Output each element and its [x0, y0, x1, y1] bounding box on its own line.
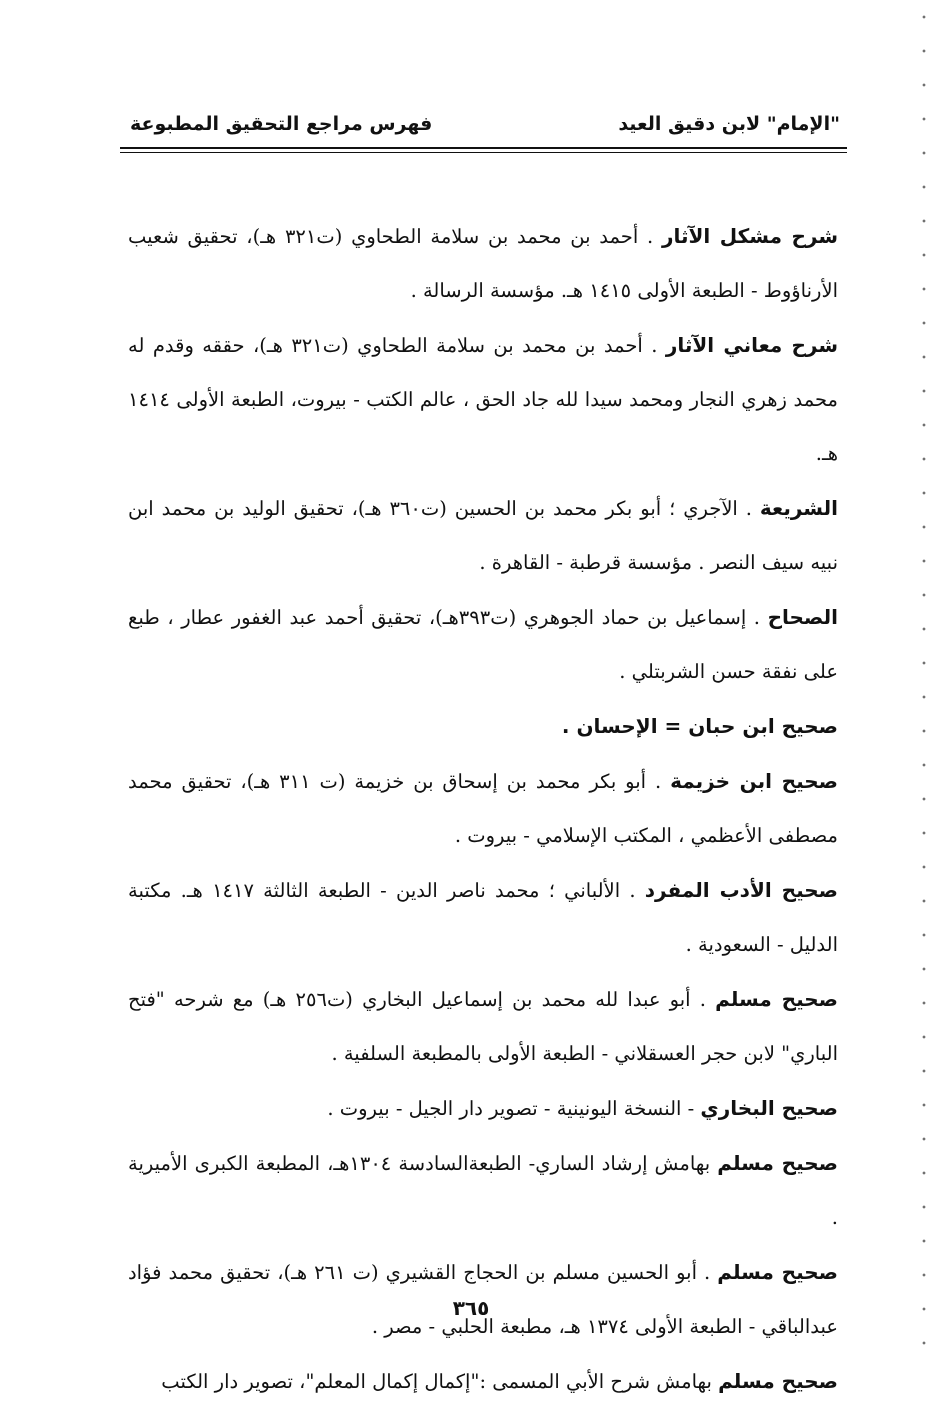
entry-title: شرح مشكل الآثار — [661, 224, 839, 248]
entry-text: بهامش إرشاد الساري- الطبعةالسادسة ١٣٠٤هـ، المطبعة الكبرى الأميرية . — [128, 1152, 838, 1229]
bibliography-body — [128, 209, 838, 1409]
bibliography-entry — [128, 590, 838, 699]
bibliography-entry — [128, 1136, 838, 1245]
entry-title: صحيح مسلم — [717, 1260, 838, 1284]
header-rule-thick — [120, 147, 847, 149]
header-book-title: "الإمام" لابن دقيق العيد — [618, 113, 840, 135]
entry-text: . الألباني ؛ محمد ناصر الدين - الطبعة الثالثة ١٤١٧ هـ. مكتبة الدليل - السعودية . — [128, 879, 838, 956]
entry-text: . أبو الحسين مسلم بن الحجاج القشيري (ت ٢٦١ هـ)، تحقيق محمد فؤاد عبدالباقي - الطبعة الأولى ١٣٧٤ هـ، مطبعة الحلبي - مصر . — [128, 1261, 838, 1338]
page-number: ٣٦٥ — [452, 1296, 490, 1320]
header-rule-thin — [120, 152, 847, 153]
entry-title: صحيح مسلم — [717, 1151, 838, 1175]
bibliography-entry — [128, 1354, 838, 1409]
binding-dots — [921, 0, 927, 1372]
entry-title: صحيح البخاري — [700, 1096, 838, 1120]
entry-text: . أحمد بن محمد بن سلامة الطحاوي (ت٣٢١ هـ)، تحقيق شعيب الأرناؤوط - الطبعة الأولى ١٤١٥ هـ. مؤسسة الرسالة . — [128, 225, 838, 302]
entry-title: شرح معاني الآثار — [665, 333, 838, 357]
bibliography-entry — [128, 754, 838, 863]
entry-text: - النسخة اليونينية - تصوير دار الجيل - بيروت . — [327, 1097, 701, 1120]
entry-text: . أبو بكر محمد بن إسحاق بن خزيمة (ت ٣١١ هـ)، تحقيق محمد مصطفى الأعظمي ، المكتب الإسلامي - بيروت . — [128, 770, 838, 847]
entry-title: صحيح مسلم — [715, 987, 838, 1011]
bibliography-entry — [128, 863, 838, 972]
bibliography-entry — [128, 972, 838, 1081]
entry-title: صحيح ابن خزيمة — [670, 769, 839, 793]
bibliography-entry — [128, 209, 838, 318]
bibliography-entry — [128, 699, 838, 754]
bibliography-entry — [128, 318, 838, 481]
entry-title: الصحاح — [767, 605, 838, 629]
bibliography-entry — [128, 481, 838, 590]
entry-text: . أحمد بن محمد بن سلامة الطحاوي (ت٣٢١ هـ)، حققه وقدم له محمد زهري النجار ومحمد سيدا لله جاد الحق ، عالم الكتب - بيروت، الطبعة الأولى ١٤١٤ هـ. — [128, 334, 838, 465]
running-header — [130, 104, 840, 144]
entry-text: . أبو عبدا لله محمد بن إسماعيل البخاري (ت٢٥٦ هـ) مع شرحه "فتح الباري" لابن حجر العسقلاني - الطبعة الأولى بالمطبعة السلفية . — [128, 988, 838, 1065]
entry-title: صحيح الأدب المفرد — [644, 878, 838, 902]
entry-text: بهامش شرح الأبي المسمى :"إكمال إكمال المعلم"، تصوير دار الكتب — [161, 1370, 719, 1393]
entry-title: صحيح مسلم — [718, 1369, 838, 1393]
entry-title: الشريعة — [759, 496, 838, 520]
header-section-title: فهرس مراجع التحقيق المطبوعة — [130, 113, 433, 135]
entry-text: . الآجري ؛ أبو بكر محمد بن الحسين (ت٣٦٠ هـ)، تحقيق الوليد بن محمد ابن نبيه سيف النصر . مؤسسة قرطبة - القاهرة . — [128, 497, 838, 574]
entry-title: صحيح ابن حبان = الإحسان . — [561, 714, 838, 738]
entry-text: . إسماعيل بن حماد الجوهري (ت٣٩٣هـ)، تحقيق أحمد عبد الغفور عطار ، طبع على نفقة حسن الشربتلي . — [128, 606, 838, 683]
bibliography-entry — [128, 1081, 838, 1136]
